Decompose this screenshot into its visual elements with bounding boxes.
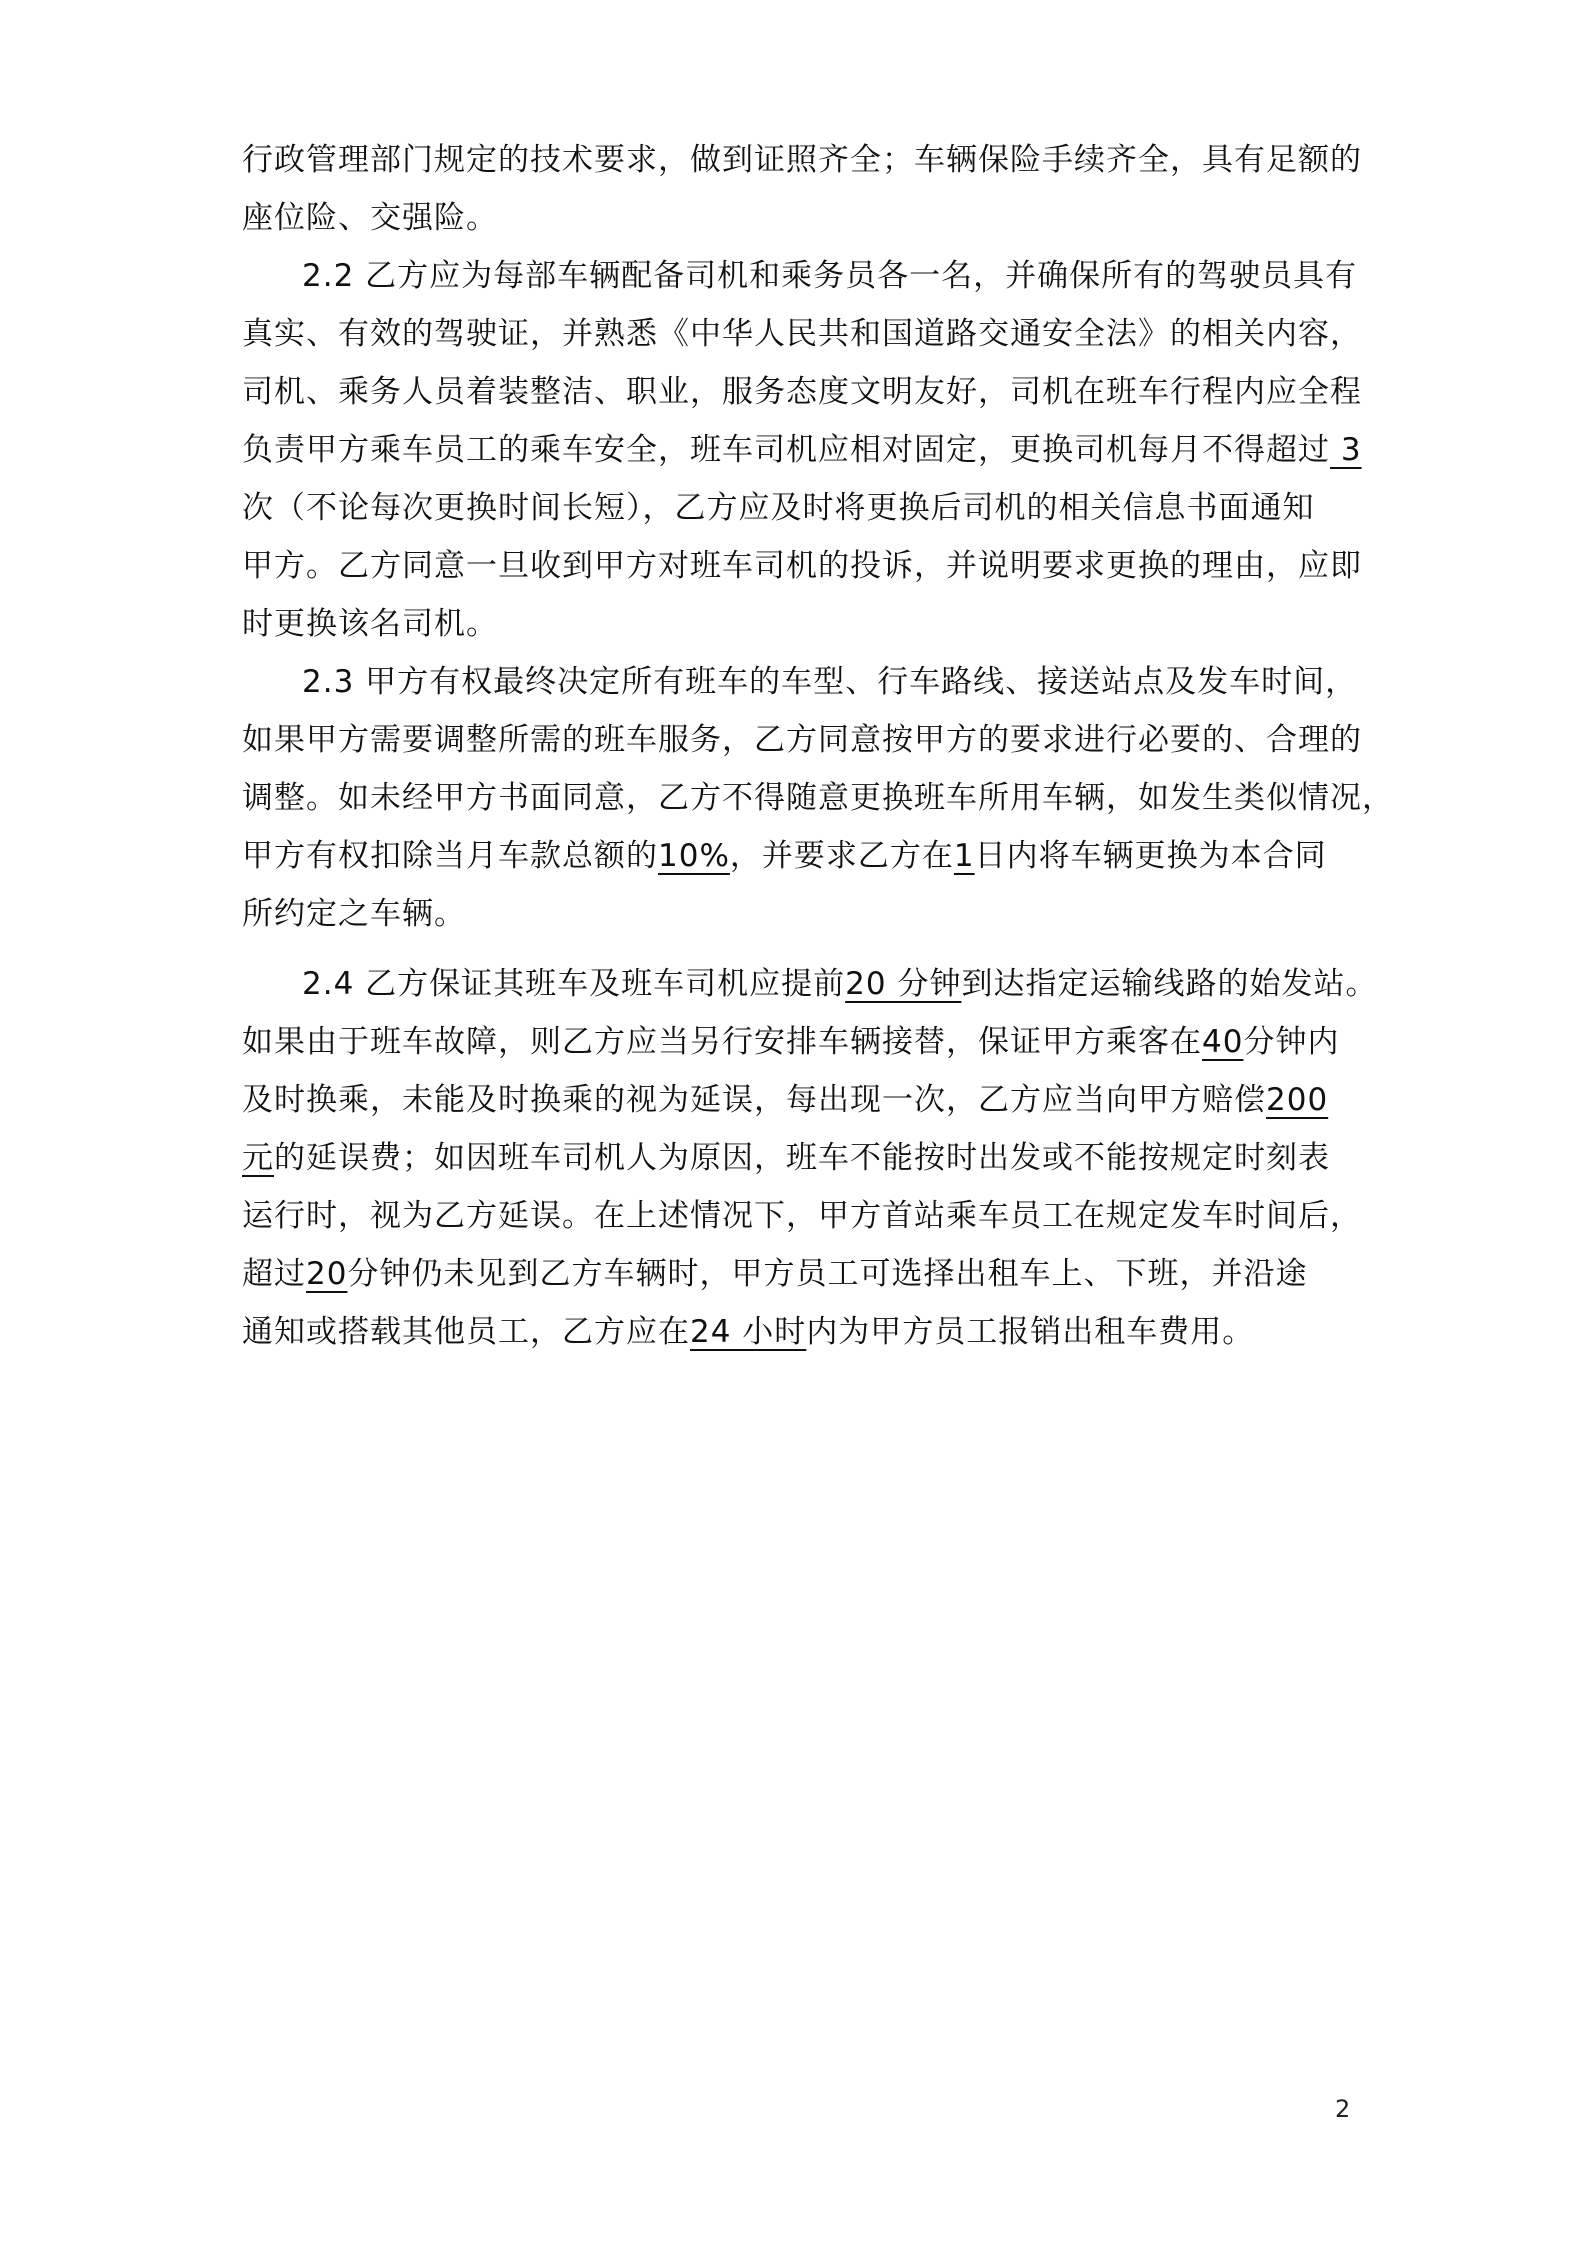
underlined-value: 20 [306, 1256, 348, 1292]
text-line: 超过20分钟仍未见到乙方车辆时，甲方员工可选择出租车上、下班，并沿途 [242, 1256, 1308, 1292]
underlined-value: 3 [1330, 432, 1362, 468]
text-line: 2.2 乙方应为每部车辆配备司机和乘务员各一名，并确保所有的驾驶员具有 [302, 258, 1358, 294]
text-line: 通知或搭载其他员工，乙方应在24 小时内为甲方员工报销出租车费用。 [242, 1314, 1255, 1350]
text-line: 元的延误费；如因班车司机人为原因，班车不能按时出发或不能按规定时刻表 [242, 1140, 1330, 1176]
text-line: 调整。如未经甲方书面同意，乙方不得随意更换班车所用车辆，如发生类似情况， [242, 780, 1394, 816]
underlined-value: 40 [1202, 1024, 1244, 1060]
text-line: 司机、乘务人员着装整洁、职业，服务态度文明友好，司机在班车行程内应全程 [242, 374, 1362, 410]
underlined-value: 200 [1266, 1082, 1329, 1118]
text-line: 2.3 甲方有权最终决定所有班车的车型、行车路线、接送站点及发车时间， [302, 664, 1358, 700]
text-line: 2.4 乙方保证其班车及班车司机应提前20 分钟到达指定运输线路的始发站。 [302, 966, 1378, 1002]
text-line: 真实、有效的驾驶证，并熟悉《中华人民共和国道路交通安全法》的相关内容， [242, 316, 1362, 352]
underlined-value: 24 小时 [690, 1314, 807, 1350]
page-number: 2 [1335, 2095, 1351, 2123]
text-line: 甲方。乙方同意一旦收到甲方对班车司机的投诉，并说明要求更换的理由，应即 [242, 548, 1362, 584]
underlined-value: 元 [242, 1140, 274, 1176]
text-line: 如果甲方需要调整所需的班车服务，乙方同意按甲方的要求进行必要的、合理的 [242, 722, 1362, 758]
underlined-value: 20 分钟 [845, 966, 962, 1002]
text-line: 所约定之车辆。 [242, 896, 466, 932]
text-line: 行政管理部门规定的技术要求，做到证照齐全；车辆保险手续齐全，具有足额的 [242, 142, 1362, 178]
underlined-value: 10% [658, 838, 730, 874]
underlined-value: 1 [953, 838, 975, 874]
text-line: 负责甲方乘车员工的乘车安全，班车司机应相对固定，更换司机每月不得超过 3 [242, 432, 1362, 468]
text-line: 甲方有权扣除当月车款总额的10%，并要求乙方在1日内将车辆更换为本合同 [242, 838, 1327, 874]
text-line: 运行时，视为乙方延误。在上述情况下，甲方首站乘车员工在规定发车时间后， [242, 1198, 1362, 1234]
text-line: 时更换该名司机。 [242, 606, 498, 642]
text-line: 座位险、交强险。 [242, 200, 498, 236]
text-line: 如果由于班车故障，则乙方应当另行安排车辆接替，保证甲方乘客在40分钟内 [242, 1024, 1340, 1060]
text-line: 及时换乘，未能及时换乘的视为延误，每出现一次，乙方应当向甲方赔偿200 [242, 1082, 1329, 1118]
text-line: 次（不论每次更换时间长短），乙方应及时将更换后司机的相关信息书面通知 [242, 490, 1315, 526]
